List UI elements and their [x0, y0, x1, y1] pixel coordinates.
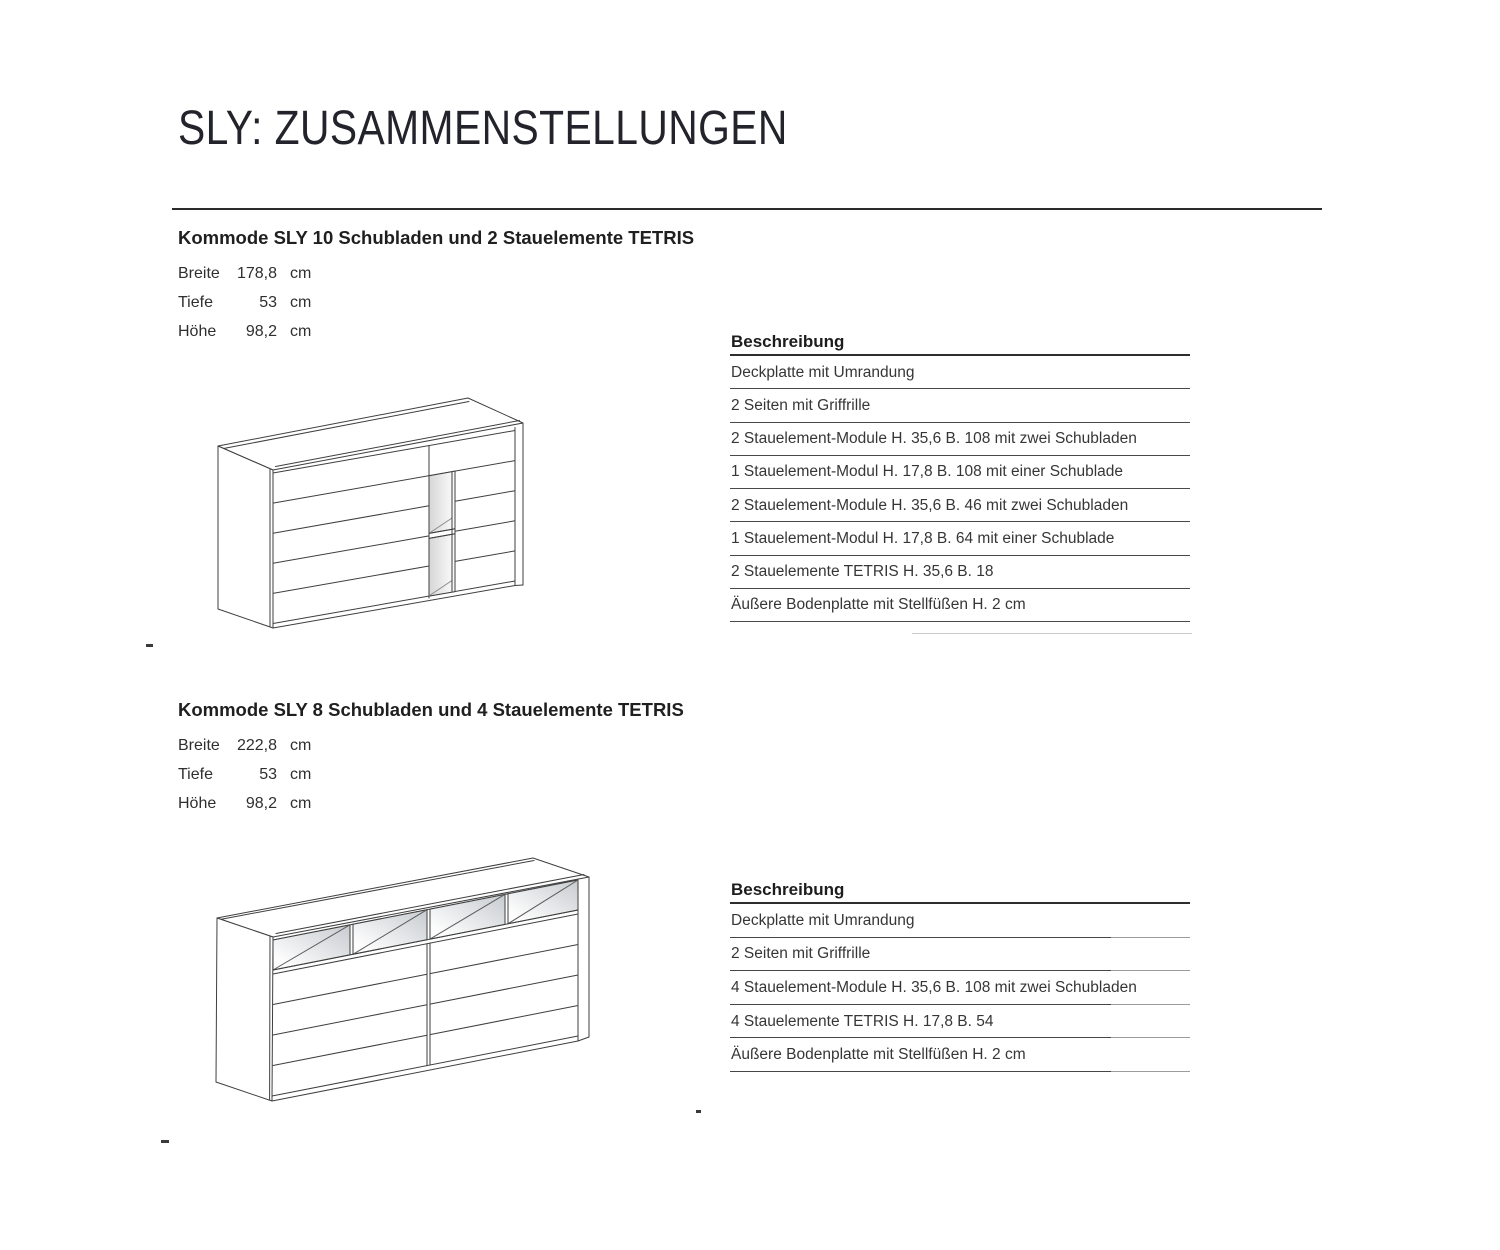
dim-unit: cm	[290, 265, 312, 282]
title-divider	[172, 208, 1322, 210]
dim-unit: cm	[290, 737, 312, 754]
description-row: 2 Stauelemente TETRIS H. 35,6 B. 18	[730, 556, 1190, 589]
description-row: Äußere Bodenplatte mit Stellfüßen H. 2 cm	[730, 589, 1190, 622]
description-row: 1 Stauelement-Modul H. 17,8 B. 108 mit einer Schublade	[730, 456, 1190, 489]
description-row: Deckplatte mit Umrandung	[730, 356, 1190, 389]
dim-label: Tiefe	[178, 766, 213, 783]
faint-separator-artifact	[912, 633, 1192, 634]
dim-value: 53	[259, 294, 277, 311]
dim-value: 178,8	[236, 265, 277, 282]
description-row: 1 Stauelement-Modul H. 17,8 B. 64 mit einer Schublade	[730, 522, 1190, 555]
dim-label: Höhe	[178, 795, 217, 812]
description-row: 4 Stauelemente TETRIS H. 17,8 B. 54	[730, 1005, 1190, 1039]
description-row: 4 Stauelement-Module H. 35,6 B. 108 mit zwei Schubladen	[730, 971, 1190, 1005]
dim-value: 222,8	[236, 737, 277, 754]
section-1-heading: Kommode SLY 10 Schubladen und 2 Stauelemente TETRIS	[178, 227, 695, 248]
dim-unit: cm	[290, 323, 312, 340]
description-header: Beschreibung	[730, 332, 1190, 356]
dim-label: Höhe	[178, 323, 217, 340]
description-table-2	[730, 880, 1190, 1072]
dim-label: Breite	[178, 265, 220, 282]
print-artifact-dash	[696, 1110, 701, 1113]
dim-label: Breite	[178, 737, 220, 754]
description-header: Beschreibung	[730, 880, 1190, 904]
dim-value: 98,2	[245, 795, 277, 812]
description-row: 2 Stauelement-Module H. 35,6 B. 46 mit zwei Schubladen	[730, 489, 1190, 522]
print-artifact-dash	[161, 1140, 169, 1143]
section-2-heading: Kommode SLY 8 Schubladen und 4 Stauelemente TETRIS	[178, 699, 684, 720]
print-artifact-dash	[146, 644, 153, 647]
dim-value: 53	[259, 766, 277, 783]
kommode-sly-10-drawing	[205, 390, 535, 640]
description-row: 2 Seiten mit Griffrille	[730, 938, 1190, 972]
dim-label: Tiefe	[178, 294, 213, 311]
description-row: Äußere Bodenplatte mit Stellfüßen H. 2 cm	[730, 1038, 1190, 1072]
description-table-1	[730, 332, 1190, 622]
description-row: 2 Stauelement-Module H. 35,6 B. 108 mit zwei Schubladen	[730, 423, 1190, 456]
dim-unit: cm	[290, 766, 312, 783]
description-row: Deckplatte mit Umrandung	[730, 904, 1190, 938]
dim-unit: cm	[290, 795, 312, 812]
description-row: 2 Seiten mit Griffrille	[730, 389, 1190, 422]
dim-unit: cm	[290, 294, 312, 311]
page-title: SLY: ZUSAMMENSTELLUNGEN	[178, 102, 788, 155]
dim-value: 98,2	[245, 323, 277, 340]
kommode-sly-8-drawing	[200, 850, 610, 1115]
